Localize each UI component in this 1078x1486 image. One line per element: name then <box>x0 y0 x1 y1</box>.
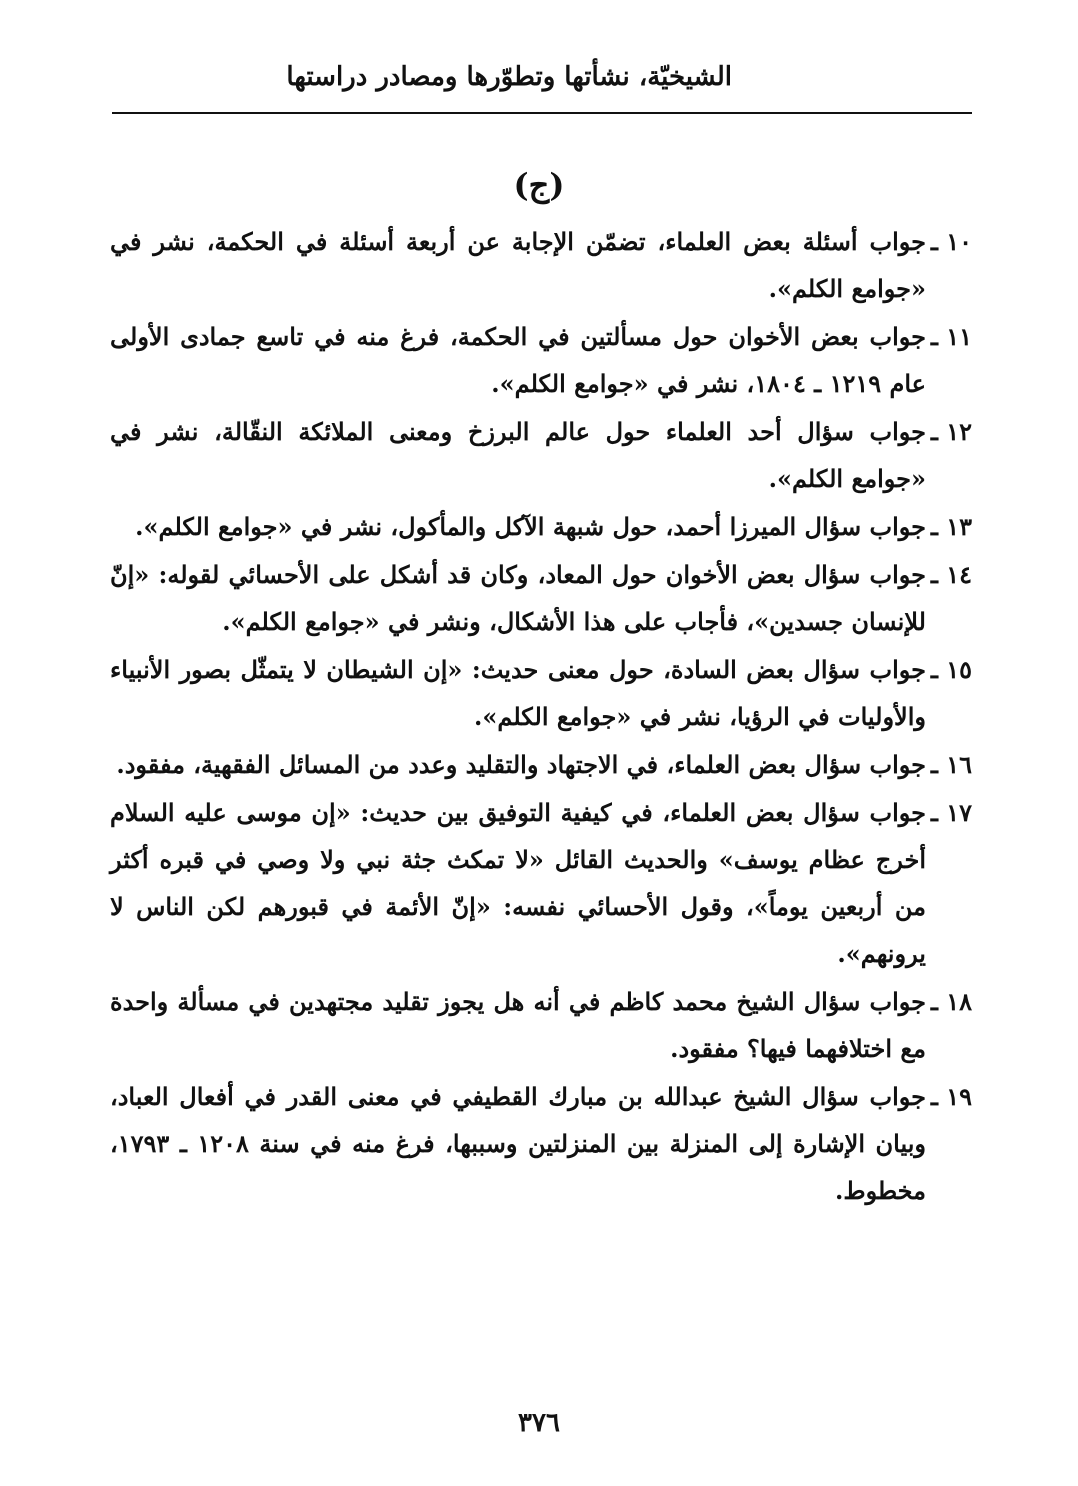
section-heading: (ج) <box>513 166 565 204</box>
entry-text: جواب سؤال بعض السادة، حول معنى حديث: «إن الشيطان لا يتمثّل بصور الأنبياء والأوليات في الرؤيا، نشر في «جوامع الكلم». <box>110 655 926 731</box>
entries-list <box>110 218 972 1215</box>
entry-14 <box>110 551 972 645</box>
entry-19 <box>110 1073 972 1214</box>
entry-text: جواب سؤال الشيخ محمد كاظم في أنه هل يجوز تقليد مجتهدين في مسألة واحدة مع اختلافهما فيها؟ مفقود. <box>110 987 926 1063</box>
entry-text: جواب سؤال الميرزا أحمد، حول شبهة الآكل والمأكول، نشر في «جوامع الكلم». <box>135 512 926 541</box>
entry-10 <box>110 218 972 312</box>
entry-number: ١٤ ـ <box>930 560 972 589</box>
entry-number: ١٦ ـ <box>930 750 972 779</box>
entry-text: جواب سؤال أحد العلماء حول عالم البرزخ ومعنى الملائكة النقّالة، نشر في «جوامع الكلم». <box>110 417 926 493</box>
entry-12 <box>110 408 972 502</box>
entry-number: ١١ ـ <box>930 322 972 351</box>
entry-number: ١٨ ـ <box>930 987 972 1016</box>
entry-text: جواب بعض الأخوان حول مسألتين في الحكمة، فرغ منه في تاسع جمادى الأولى عام ١٢١٩ ـ ١٨٠٤، نشر في «جوامع الكلم». <box>110 322 926 398</box>
page-number: ٣٧٦ <box>518 1408 560 1438</box>
entry-number: ١٠ ـ <box>930 227 972 256</box>
entry-text: جواب أسئلة بعض العلماء، تضمّن الإجابة عن أربعة أسئلة في الحكمة، نشر في «جوامع الكلم». <box>110 227 926 303</box>
entry-11 <box>110 313 972 407</box>
entry-number: ١٩ ـ <box>930 1082 972 1111</box>
entry-number: ١٢ ـ <box>930 417 972 446</box>
entry-text: جواب سؤال بعض العلماء، في الاجتهاد والتقليد وعدد من المسائل الفقهية، مفقود. <box>116 750 926 779</box>
entry-number: ١٥ ـ <box>930 655 972 684</box>
running-header: الشيخيّة، نشأتها وتطوّرها ومصادر دراستها <box>286 62 732 92</box>
header-divider <box>112 112 972 114</box>
entry-15 <box>110 646 972 740</box>
entry-16 <box>110 741 972 788</box>
entry-13 <box>110 503 972 550</box>
entry-number: ١٣ ـ <box>930 512 972 541</box>
entry-18 <box>110 978 972 1072</box>
entry-17 <box>110 789 972 977</box>
entry-text: جواب سؤال الشيخ عبدالله بن مبارك القطيفي في معنى القدر في أفعال العباد، وبيان الإشارة إلى المنزلة بين المنزلتين وسببها، فرغ منه في سنة ١٢٠٨ ـ ١٧٩٣، مخطوط. <box>110 1082 926 1205</box>
entry-number: ١٧ ـ <box>930 798 972 827</box>
entry-text: جواب سؤال بعض الأخوان حول المعاد، وكان قد أشكل على الأحسائي لقوله: «إنّ للإنسان جسدين»، فأجاب على هذا الأشكال، ونشر في «جوامع الكلم». <box>110 560 926 636</box>
entry-text: جواب سؤال بعض العلماء، في كيفية التوفيق بين حديث: «إن موسى عليه السلام أخرج عظام يوسف» والحديث القائل «لا تمكث جثة نبي ولا وصي في قبره أكثر من أربعين يوماً»، وقول الأحسائي نفسه: «إنّ الأئمة في قبورهم لكن الناس لا يرونهم». <box>110 798 926 968</box>
